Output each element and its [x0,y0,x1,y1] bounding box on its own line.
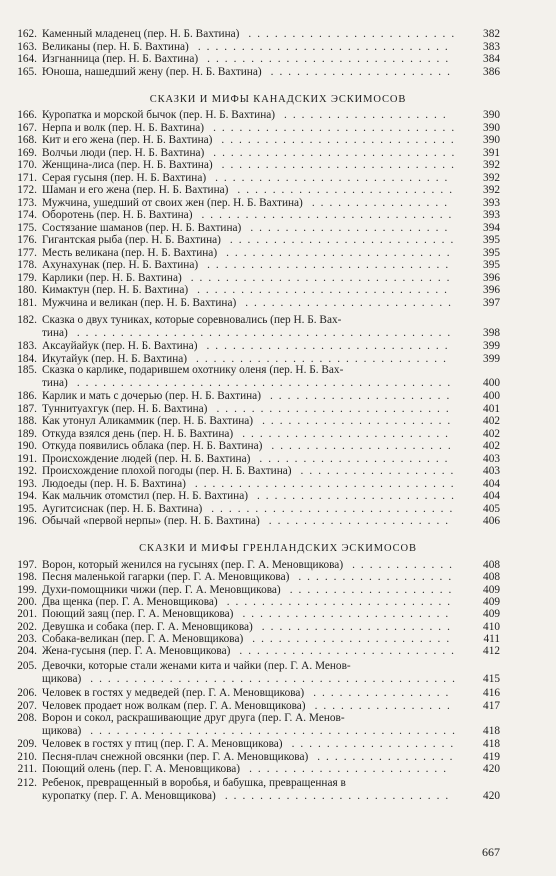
entry-title: Месть великана (пер. Н. Б. Вахтина) [42,246,218,259]
entry-page: 418 [483,725,500,737]
entry-number: 172. [17,184,37,196]
leader-dots: ............................. [201,209,458,221]
toc-entry [0,440,556,452]
entry-number: 187. [17,402,37,415]
toc-entry [0,147,556,159]
entry-page: 410 [483,620,500,633]
leader-dots: .......................... [226,595,457,608]
section-heading-greenland: СКАЗКИ И МИФЫ ГРЕНЛАНДСКИХ ЭСКИМОСОВ [139,543,417,554]
leader-dots: ........................... [215,171,454,184]
leader-dots: ........................ [245,296,457,309]
entry-number: 205. [17,660,37,672]
leader-dots: ................ [313,687,455,699]
entry-title-line2: тина) [42,377,68,389]
entry-title: Как утонул Аликаммик (пер. Н. Б. Вахтина) [42,415,254,427]
entry-title: Аугитсиснак (пер. Н. Б. Вахтина) [42,502,203,515]
entry-number: 197. [17,559,37,571]
entry-number: 208. [17,712,37,724]
toc-entry [0,700,556,712]
entry-page: 412 [483,645,500,658]
leader-dots: ........................... [221,159,460,171]
toc-entry [0,272,556,284]
leader-dots: ........................ [242,427,454,440]
toc-entry [0,222,556,234]
entry-page: 392 [483,159,500,171]
entry-title: Поющий заяц (пер. Г. А. Меновщикова) [42,608,234,621]
entry-page: 396 [483,284,500,296]
entry-title-line1: Сказка о двух туниках, которые соревновались (пер Н. Б. Вах- [42,314,342,326]
entry-number: 170. [17,159,37,171]
leader-dots: ............................ [207,259,455,271]
entry-number: 196. [17,515,37,527]
entry-title: Мужчина, ушедший от своих жен (пер. Н. Б. Вахтина) [42,196,303,209]
entry-number: 176. [17,234,37,246]
leader-dots: .......................................... [90,725,461,737]
entry-title: Великаны (пер. Н. Б. Вахтина) [42,40,189,53]
entry-title: Кит и его жена (пер. Н. Б. Вахтина) [42,134,213,146]
toc-entry [0,66,556,78]
entry-title-line1: Ребенок, превращенный в воробья, и бабушка, превращенная в [42,777,346,789]
leader-dots: ................... [289,583,458,596]
entry-title: Обычай «первой нерпы» (пер. Н. Б. Вахтина) [42,515,260,527]
leader-dots: ............................ [206,340,454,352]
entry-title-line1: Ворон и сокол, раскрашивающие друг друга (пер. Г. А. Менов- [42,712,345,724]
toc-entry [0,122,556,134]
leader-dots: ..................... [270,65,456,78]
leader-dots: ................... [284,109,452,121]
entry-number: 200. [17,595,37,608]
entry-title-line1: Сказка о карлике, подарившем охотнику оленя (пер. Н. Б. Вах- [42,364,344,376]
entry-title: Гигантская рыба (пер. Н. Б. Вахтина) [42,234,221,246]
toc-entry [0,763,556,775]
toc-entry [0,209,556,221]
toc-entry [0,503,556,515]
toc-entry-continuation [0,725,556,737]
toc-entry [0,571,556,583]
toc-entry [0,109,556,121]
leader-dots: ................ [311,196,454,209]
entry-title: Поющий олень (пер. Г. А. Меновщикова) [42,763,241,775]
toc-entry [0,490,556,502]
entry-title: Ворон, который женился на гусынях (пер. Г. А. Меновщикова) [42,559,344,571]
toc-entry [0,159,556,171]
leader-dots: ........................................... [76,377,457,389]
entry-page: 415 [483,673,500,685]
leader-dots: ....................... [256,490,460,502]
entry-title-line2: куропатку (пер. Г. А. Меновщикова) [42,790,216,802]
entry-page: 394 [483,221,500,234]
toc-entry [0,596,556,608]
leader-dots: ......................... [237,184,459,196]
entry-page: 390 [483,134,500,146]
entry-number: 177. [17,246,37,259]
entry-number: 201. [17,608,37,621]
toc-entry [0,465,556,477]
entry-title: Нерпа и волк (пер. Н. Б. Вахтина) [42,121,205,134]
entry-number: 212. [17,777,37,789]
leader-dots: ...................... [259,452,454,465]
entry-title: Как мальчик отомстил (пер. Н. Б. Вахтина) [42,490,248,502]
entry-title-line1: Девочки, которые стали женами кита и чайки (пер. Г. А. Менов- [42,660,351,672]
entry-number: 167. [17,121,37,134]
entry-number: 178. [17,259,37,271]
entry-title: Серая гусыня (пер. Н. Б. Вахтина) [42,171,207,184]
entry-number: 190. [17,440,37,452]
entry-number: 207. [17,699,37,712]
toc-entry [0,660,556,672]
entry-number: 184. [17,352,37,365]
entry-page: 420 [483,790,500,802]
entry-number: 198. [17,571,37,584]
leader-dots: ...................... [262,415,457,427]
entry-page: 395 [483,234,500,246]
entry-page: 393 [483,209,500,221]
entry-page: 416 [483,687,500,699]
entry-number: 169. [17,146,37,159]
leader-dots: .......................... [229,234,460,246]
toc-entry [0,478,556,490]
toc-entry [0,515,556,527]
entry-number: 195. [17,502,37,515]
leader-dots: .......................... [224,790,455,802]
leader-dots: ............................ [213,121,461,134]
leader-dots: .................. [300,465,460,477]
entry-title: Происхождение плохой погоды (пер. Н. Б. Вахтина) [42,465,292,477]
leader-dots: ............................. [196,352,452,365]
leader-dots: ........................ [248,28,461,40]
toc-entry-continuation [0,673,556,685]
toc-entry [0,340,556,352]
entry-page: 396 [483,271,500,284]
entry-number: 162. [17,28,37,40]
entry-page: 419 [483,750,500,763]
entry-page: 408 [483,559,500,571]
toc-entry [0,364,556,376]
entry-number: 203. [17,632,37,645]
toc-entry [0,403,556,415]
entry-title: Собака-великан (пер. Г. А. Меновщикова) [42,632,244,645]
toc-entry-continuation [0,327,556,339]
leader-dots: ................ [317,750,459,763]
toc-entry [0,633,556,645]
toc-entry [0,645,556,657]
toc-entry [0,687,556,699]
entry-number: 204. [17,645,37,658]
entry-title: Икутайук (пер. Н. Б. Вахтина) [42,352,188,365]
entry-title: Девушка и собака (пер. Г. А. Меновщикова) [42,620,253,633]
entry-page: 386 [483,65,500,78]
entry-page: 399 [483,352,500,365]
entry-page: 399 [483,340,500,352]
entry-number: 175. [17,221,37,234]
entry-page: 402 [483,440,500,452]
leader-dots: ............................ [211,502,459,515]
entry-number: 188. [17,415,37,427]
leader-dots: ....................... [252,632,456,645]
entry-number: 189. [17,427,37,440]
entry-number: 173. [17,196,37,209]
leader-dots: ........................... [216,402,455,415]
entry-title: Происхождение людей (пер. Н. Б. Вахтина) [42,452,251,465]
toc-entry [0,184,556,196]
toc-entry-continuation [0,377,556,389]
entry-title: Песня маленькой гагарки (пер. Г. А. Меновщикова) [42,571,290,584]
leader-dots: ....................... [249,763,453,775]
toc-entry [0,284,556,296]
leader-dots: ........................ [242,608,455,621]
entry-page: 405 [483,502,500,515]
entry-title: Юноша, нашедший жену (пер. Н. Б. Вахтина) [42,65,262,78]
entry-number: 180. [17,284,37,296]
entry-number: 174. [17,209,37,221]
leader-dots: ............................ [207,53,455,65]
entry-page: 404 [483,477,500,490]
toc-entry [0,314,556,326]
entry-number: 181. [17,296,37,309]
leader-dots: ............ [352,559,458,571]
entry-page: 401 [483,402,500,415]
entry-title: Оборотень (пер. Н. Б. Вахтина) [42,209,193,221]
entry-title-line2: щикова) [42,725,82,737]
leader-dots: ................... [291,738,460,750]
entry-title: Ахунахунак (пер. Н. Б. Вахтина) [42,259,199,271]
leader-dots: ...................... [261,620,456,633]
entry-page: 391 [483,146,500,159]
entry-title: Человек в гостях у медведей (пер. Г. А. Меновщикова) [42,687,305,699]
leader-dots: ..................... [269,390,456,402]
entry-number: 192. [17,465,37,477]
entry-title: Кимактун (пер. Н. Б. Вахтина) [42,284,189,296]
entry-title: Два щенка (пер. Г. А. Меновщикова) [42,595,218,608]
entry-number: 193. [17,477,37,490]
leader-dots: ........................................... [76,327,457,339]
entry-page: 403 [483,452,500,465]
entry-title: Женщина-лиса (пер. Н. Б. Вахтина) [42,159,213,171]
toc-entry [0,247,556,259]
entry-page: 417 [483,699,500,712]
entry-page: 400 [483,390,500,402]
entry-title: Волчьи люди (пер. Н. Б. Вахтина) [42,146,205,159]
entry-page: 398 [483,327,500,339]
entry-page: 406 [483,515,500,527]
toc-entry [0,390,556,402]
leader-dots: ..................... [271,440,457,452]
entry-title: Духи-помощники чижи (пер. Г. А. Меновщикова) [42,583,281,596]
entry-number: 211. [17,763,37,775]
entry-page: 402 [483,427,500,440]
entry-number: 168. [17,134,37,146]
entry-page: 409 [483,608,500,621]
entry-number: 185. [17,364,37,376]
entry-number: 186. [17,390,37,402]
entry-page: 403 [483,465,500,477]
entry-title-line2: щикова) [42,673,82,685]
entry-page: 411 [483,632,500,645]
toc-entry [0,297,556,309]
leader-dots: ........................... [221,134,460,146]
toc-entry [0,353,556,365]
entry-page: 409 [483,583,500,596]
toc-entry [0,28,556,40]
entry-title: Откуда появились облака (пер. Н. Б. Вахтина) [42,440,263,452]
entry-page: 402 [483,415,500,427]
leader-dots: .......................................... [90,673,461,685]
toc-entry [0,415,556,427]
toc-entry [0,738,556,750]
entry-title: Человек в гостях у птиц (пер. Г. А. Меновщикова) [42,738,283,750]
entry-page: 409 [483,595,500,608]
entry-title: Куропатка и морской бычок (пер. Н. Б. Вахтина) [42,109,276,121]
leader-dots: ......................... [239,645,460,658]
entry-number: 179. [17,271,37,284]
entry-title-line2: тина) [42,327,68,339]
toc-entry [0,134,556,146]
toc-entry [0,608,556,620]
entry-title: Аксауйайук (пер. Н. Б. Вахтина) [42,340,198,352]
entry-title: Человек продает нож волкам (пер. Г. А. Меновщикова) [42,699,306,712]
entry-title: Состязание шаманов (пер. Н. Б. Вахтина) [42,221,242,234]
entry-title: Песня-плач снежной овсянки (пер. Г. А. Меновщикова) [42,750,309,763]
toc-entry [0,559,556,571]
entry-number: 210. [17,750,37,763]
page-number: 667 [482,845,500,859]
entry-page: 404 [483,490,500,502]
toc-entry [0,621,556,633]
entry-page: 384 [483,53,500,65]
entry-page: 392 [483,184,500,196]
entry-page: 392 [483,171,500,184]
entry-page: 390 [483,121,500,134]
entry-page: 382 [483,28,500,40]
leader-dots: ................ [314,699,456,712]
leader-dots: .................. [298,571,458,584]
entry-title: Изгнанница (пер. Н. Б. Вахтина) [42,53,199,65]
entry-title: Жена-гусыня (пер. Г. А. Меновщикова) [42,645,231,658]
entry-page: 408 [483,571,500,584]
entry-page: 393 [483,196,500,209]
entry-number: 191. [17,452,37,465]
toc-entry [0,712,556,724]
leader-dots: .............................. [190,271,456,284]
entry-page: 400 [483,377,500,389]
toc-entry [0,53,556,65]
entry-title: Откуда взялся день (пер. Н. Б. Вахтина) [42,427,234,440]
toc-entry [0,41,556,53]
entry-number: 163. [17,40,37,53]
entry-page: 383 [483,40,500,53]
entry-title: Мужчина и великан (пер. Н. Б. Вахтина) [42,296,237,309]
entry-title: Каменный младенец (пер. Н. Б. Вахтина) [42,28,240,40]
toc-entry [0,584,556,596]
toc-entry [0,197,556,209]
entry-number: 164. [17,53,37,65]
entry-number: 182. [17,314,37,326]
leader-dots: ..................... [268,515,455,527]
toc-entry [0,777,556,789]
entry-title: Туннитуахгук (пер. Н. Б. Вахтина) [42,402,208,415]
entry-page: 418 [483,738,500,750]
leader-dots: ............................. [197,284,453,296]
entry-number: 165. [17,65,37,78]
entry-page: 420 [483,763,500,775]
entry-number: 206. [17,687,37,699]
entry-page: 397 [483,296,500,309]
leader-dots: ............................ [213,146,461,159]
entry-page: 390 [483,109,500,121]
leader-dots: .............................. [194,477,460,490]
section-heading-canadian: СКАЗКИ И МИФЫ КАНАДСКИХ ЭСКИМОСОВ [149,94,407,105]
entry-number: 209. [17,738,37,750]
entry-number: 183. [17,340,37,352]
entry-number: 194. [17,490,37,502]
toc-entry [0,453,556,465]
entry-title: Карлики (пер. Н. Б. Вахтина) [42,271,182,284]
entry-page: 395 [483,259,500,271]
toc-entry [0,234,556,246]
leader-dots: ....................... [250,221,454,234]
entry-number: 166. [17,109,37,121]
entry-number: 202. [17,620,37,633]
toc-entry-continuation [0,790,556,802]
toc-entry [0,259,556,271]
entry-title: Людоеды (пер. Н. Б. Вахтина) [42,477,186,490]
toc-entry [0,751,556,763]
toc-entry [0,428,556,440]
entry-title: Карлик и мать с дочерью (пер. Н. Б. Вахтина) [42,390,261,402]
leader-dots: ............................. [197,40,454,53]
leader-dots: .......................... [226,246,456,259]
entry-number: 199. [17,583,37,596]
toc-entry [0,172,556,184]
entry-title: Шаман и его жена (пер. Н. Б. Вахтина) [42,184,229,196]
entry-page: 395 [483,246,500,259]
entry-number: 171. [17,171,37,184]
